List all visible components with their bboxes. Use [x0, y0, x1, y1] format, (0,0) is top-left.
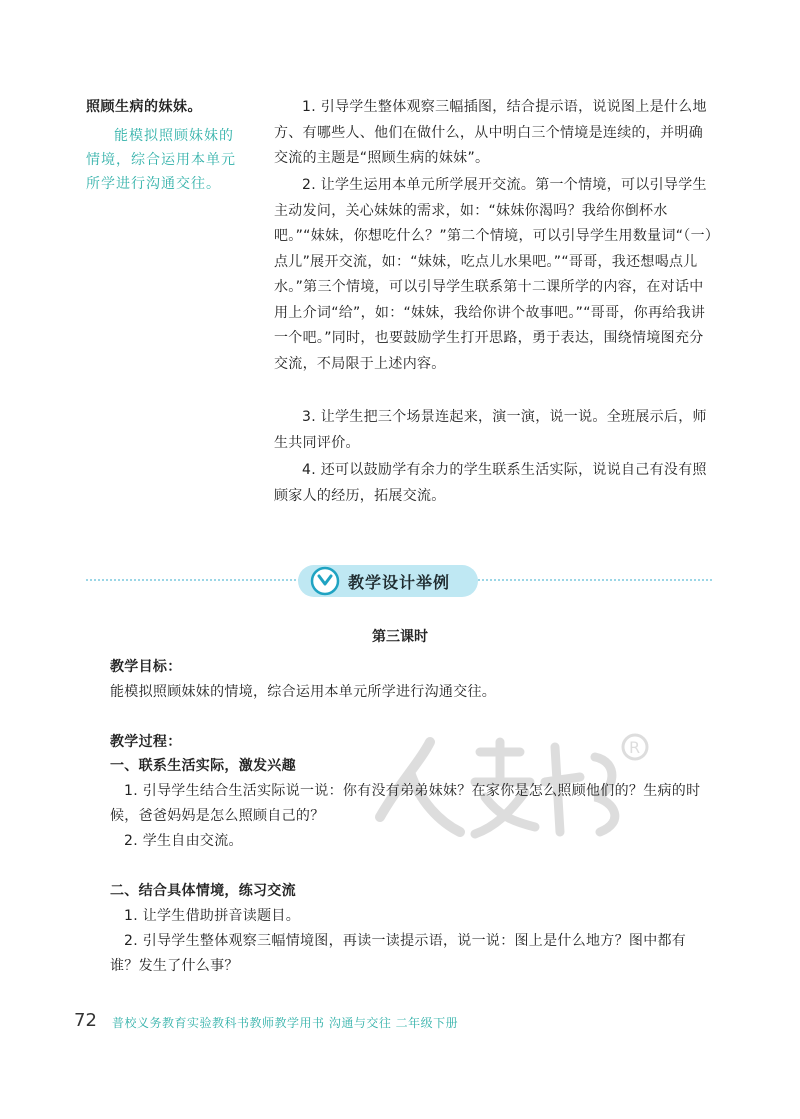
section1-paragraph-2: 2. 学生自由交流。: [124, 833, 243, 849]
section2-heading: 二、结合具体情境，练习交流: [110, 883, 296, 899]
sidebar-note: 能模拟照顾妹妹的情境，综合运用本单元所学进行沟通交往。: [86, 128, 236, 192]
lesson-title: 第三课时: [372, 629, 428, 645]
section1-heading: 一、联系生活实际，激发兴趣: [110, 758, 296, 774]
section2-paragraph-1: 1. 让学生借助拼音读题目。: [124, 908, 301, 924]
goal-text: 能模拟照顾妹妹的情境，综合运用本单元所学进行沟通交往。: [110, 684, 497, 700]
page-number: 72: [74, 1010, 97, 1031]
arrow-circle-icon: [310, 566, 340, 596]
guidance-paragraph-2: 2. 让学生运用本单元所学展开交流。第一个情境，可以引导学生主动发问，关心妹妹的需求，如：“妹妹你渴吗？我给你倒杯水吧。”“妹妹，你想吃什么？”第二个情境，可以引导学生用数量词“（一）点儿”展开交流，如：“妹妹，吃点儿水果吧。”“哥哥，我还想喝点儿水。”第三个情境，可以引导学生联系第十二课所学的内容，在对话中用上介词“给”，如：“妹妹，我给你讲个故事吧。”“哥哥，你再给我讲一个吧。”同时，也要鼓励学生打开思路，勇于表达，围绕情境图充分交流，不局限于上述内容。: [274, 177, 713, 372]
sidebar-title: 照顾生病的妹妹。: [86, 99, 202, 115]
guidance-paragraph-4: 4. 还可以鼓励学有余力的学生联系生活实际，说说自己有没有照顾家人的经历，拓展交流。: [274, 462, 707, 504]
section-banner: [298, 565, 478, 597]
section-banner-label: 教学设计举例: [348, 572, 451, 592]
svg-text:R: R: [629, 738, 641, 757]
guidance-paragraph-3: 3. 让学生把三个场景连起来，演一演，说一说。全班展示后，师生共同评价。: [274, 409, 707, 451]
guidance-paragraph-1: 1. 引导学生整体观察三幅插图，结合提示语，说说图上是什么地方、有哪些人、他们在做什么，从中明白三个情境是连续的，并明确交流的主题是“照顾生病的妹妹”。: [274, 99, 707, 166]
section2-paragraph-2: 2. 引导学生整体观察三幅情境图，再读一读提示语，说一说：图上是什么地方？图中都有谁？发生了什么事？: [110, 933, 687, 974]
footer-book-title: 普校义务教育实验教科书教师教学用书 沟通与交往 二年级下册: [112, 1016, 459, 1030]
section1-paragraph-1: 1. 引导学生结合生活实际说一说：你有没有弟弟妹妹？在家你是怎么照顾他们的？生病的时候，爸爸妈妈是怎么照顾自己的？: [110, 783, 701, 824]
process-label: 教学过程：: [110, 734, 182, 750]
goal-label: 教学目标：: [110, 659, 182, 675]
